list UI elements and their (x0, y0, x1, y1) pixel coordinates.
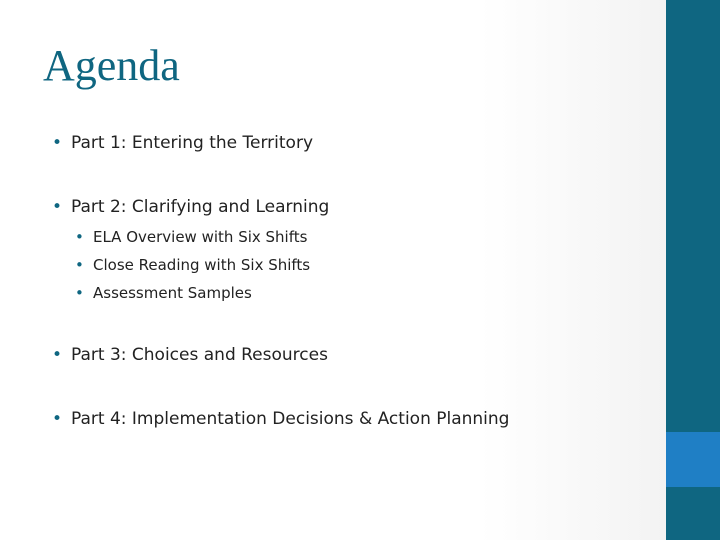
agenda-item-part-2 (52, 197, 329, 217)
agenda-item-label: Part 2: Clarifying and Learning (71, 197, 330, 217)
agenda-subitem-label: ELA Overview with Six Shifts (93, 228, 308, 246)
agenda-item-label: Part 1: Entering the Territory (71, 133, 314, 153)
agenda-item-label: Part 3: Choices and Resources (71, 345, 328, 365)
agenda-subitem (75, 284, 252, 302)
agenda-subitem-label: Assessment Samples (93, 284, 252, 302)
agenda-subitem-label: Close Reading with Six Shifts (93, 256, 311, 274)
right-accent-highlight (666, 432, 720, 487)
agenda-item-label: Part 4: Implementation Decisions & Action Planning (71, 409, 510, 429)
agenda-item-part-3 (52, 345, 328, 365)
agenda-subitem (75, 256, 310, 274)
bullet-icon: • (52, 409, 63, 429)
agenda-item-part-4 (52, 409, 509, 429)
slide-title: Agenda (43, 41, 180, 90)
bullet-icon: • (75, 228, 84, 246)
bullet-icon: • (52, 345, 63, 365)
bullet-icon: • (75, 284, 84, 302)
agenda-item-part-1 (52, 133, 313, 153)
bullet-icon: • (75, 256, 84, 274)
bullet-icon: • (52, 133, 63, 153)
agenda-subitem (75, 228, 307, 246)
bullet-icon: • (52, 197, 63, 217)
